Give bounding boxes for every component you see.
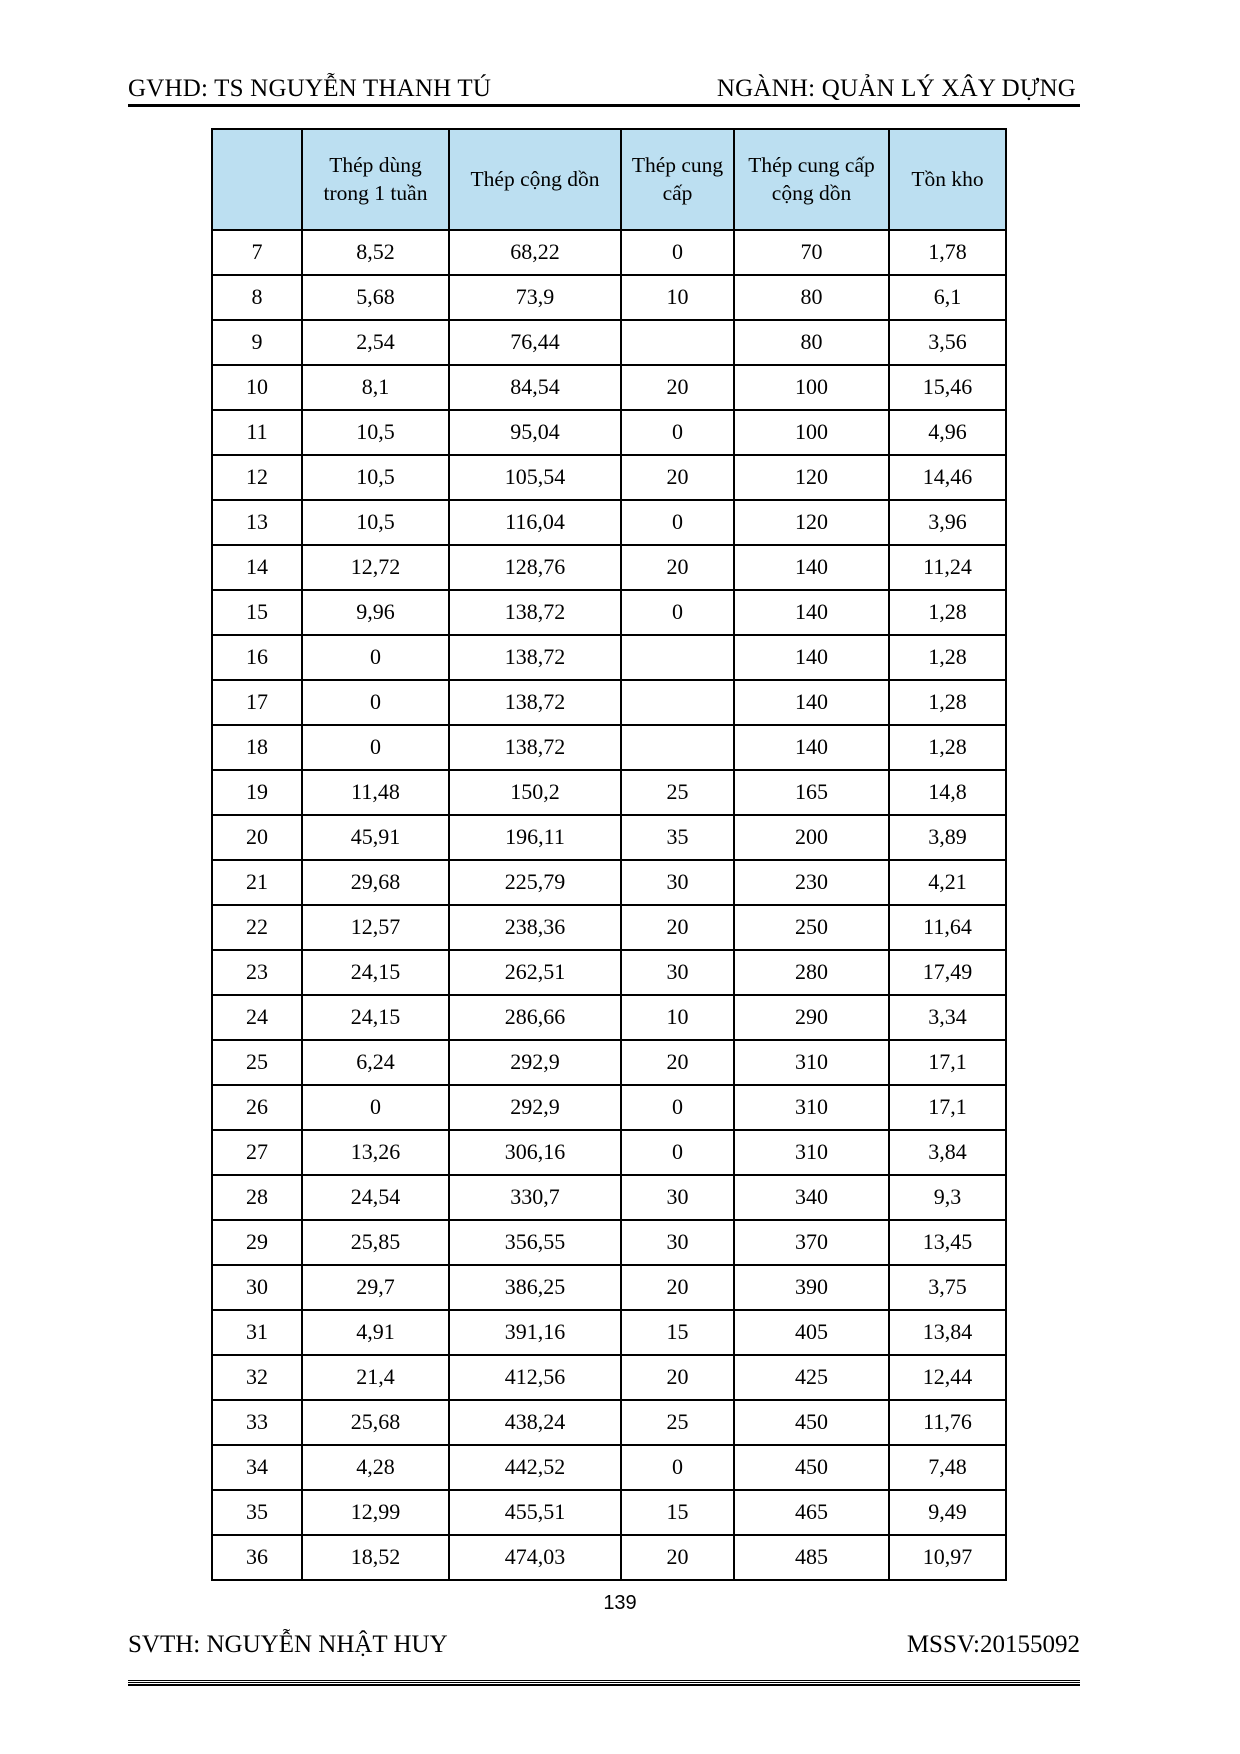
header-major: NGÀNH: QUẢN LÝ XÂY DỰNG xyxy=(716,74,1076,102)
cell-inventory: 3,75 xyxy=(889,1265,1006,1310)
cell-steel-supplied-cumulative: 310 xyxy=(734,1085,889,1130)
cell-steel-supplied: 0 xyxy=(621,1085,734,1130)
cell-steel-supplied: 30 xyxy=(621,860,734,905)
cell-steel-supplied: 0 xyxy=(621,1130,734,1175)
footer-rule xyxy=(128,1684,1080,1686)
cell-steel-cumulative: 474,03 xyxy=(449,1535,621,1580)
table-row xyxy=(212,1130,1006,1175)
cell-steel-supplied-cumulative: 70 xyxy=(734,230,889,275)
cell-steel-used-per-week: 11,48 xyxy=(302,770,449,815)
cell-steel-cumulative: 138,72 xyxy=(449,635,621,680)
cell-steel-used-per-week: 12,99 xyxy=(302,1490,449,1535)
cell-inventory: 1,78 xyxy=(889,230,1006,275)
cell-steel-supplied xyxy=(621,635,734,680)
cell-week: 11 xyxy=(212,410,302,455)
cell-steel-supplied: 35 xyxy=(621,815,734,860)
table-row xyxy=(212,995,1006,1040)
cell-steel-used-per-week: 0 xyxy=(302,635,449,680)
table-row xyxy=(212,1355,1006,1400)
cell-steel-used-per-week: 18,52 xyxy=(302,1535,449,1580)
table-row xyxy=(212,950,1006,995)
cell-week: 35 xyxy=(212,1490,302,1535)
table-row xyxy=(212,905,1006,950)
table-header-row xyxy=(212,129,1006,230)
footer-student-id: MSSV:20155092 xyxy=(906,1631,1080,1658)
cell-steel-supplied: 25 xyxy=(621,770,734,815)
cell-steel-supplied: 25 xyxy=(621,1400,734,1445)
column-header-steel-used-per-week: Thép dùng trong 1 tuần xyxy=(302,129,449,230)
cell-steel-cumulative: 455,51 xyxy=(449,1490,621,1535)
cell-steel-used-per-week: 10,5 xyxy=(302,455,449,500)
cell-steel-supplied-cumulative: 310 xyxy=(734,1130,889,1175)
cell-inventory: 10,97 xyxy=(889,1535,1006,1580)
cell-inventory: 9,49 xyxy=(889,1490,1006,1535)
cell-steel-used-per-week: 21,4 xyxy=(302,1355,449,1400)
cell-inventory: 6,1 xyxy=(889,275,1006,320)
cell-steel-supplied-cumulative: 465 xyxy=(734,1490,889,1535)
cell-steel-used-per-week: 25,68 xyxy=(302,1400,449,1445)
cell-steel-used-per-week: 12,72 xyxy=(302,545,449,590)
table-row xyxy=(212,815,1006,860)
cell-week: 27 xyxy=(212,1130,302,1175)
cell-steel-supplied-cumulative: 450 xyxy=(734,1445,889,1490)
cell-steel-cumulative: 386,25 xyxy=(449,1265,621,1310)
table-row xyxy=(212,1490,1006,1535)
cell-steel-used-per-week: 12,57 xyxy=(302,905,449,950)
cell-inventory: 14,46 xyxy=(889,455,1006,500)
cell-week: 18 xyxy=(212,725,302,770)
cell-steel-cumulative: 292,9 xyxy=(449,1085,621,1130)
steel-schedule-table xyxy=(211,128,1007,1581)
cell-week: 15 xyxy=(212,590,302,635)
cell-steel-supplied: 0 xyxy=(621,500,734,545)
cell-steel-used-per-week: 2,54 xyxy=(302,320,449,365)
cell-steel-cumulative: 391,16 xyxy=(449,1310,621,1355)
table-row xyxy=(212,590,1006,635)
table-row xyxy=(212,1040,1006,1085)
cell-inventory: 15,46 xyxy=(889,365,1006,410)
cell-week: 34 xyxy=(212,1445,302,1490)
cell-inventory: 3,56 xyxy=(889,320,1006,365)
cell-inventory: 1,28 xyxy=(889,725,1006,770)
cell-steel-used-per-week: 6,24 xyxy=(302,1040,449,1085)
cell-steel-cumulative: 196,11 xyxy=(449,815,621,860)
cell-steel-supplied-cumulative: 425 xyxy=(734,1355,889,1400)
cell-steel-supplied-cumulative: 140 xyxy=(734,725,889,770)
cell-steel-cumulative: 150,2 xyxy=(449,770,621,815)
cell-week: 20 xyxy=(212,815,302,860)
cell-steel-supplied: 20 xyxy=(621,1355,734,1400)
cell-week: 8 xyxy=(212,275,302,320)
table-row xyxy=(212,860,1006,905)
table-row xyxy=(212,410,1006,455)
cell-inventory: 17,49 xyxy=(889,950,1006,995)
cell-week: 26 xyxy=(212,1085,302,1130)
cell-inventory: 11,76 xyxy=(889,1400,1006,1445)
cell-inventory: 9,3 xyxy=(889,1175,1006,1220)
cell-week: 29 xyxy=(212,1220,302,1265)
cell-steel-supplied: 0 xyxy=(621,410,734,455)
cell-steel-supplied: 0 xyxy=(621,1445,734,1490)
cell-week: 25 xyxy=(212,1040,302,1085)
table-row xyxy=(212,500,1006,545)
cell-inventory: 1,28 xyxy=(889,680,1006,725)
cell-steel-supplied: 20 xyxy=(621,1265,734,1310)
cell-inventory: 17,1 xyxy=(889,1040,1006,1085)
table-row xyxy=(212,1265,1006,1310)
cell-steel-supplied: 20 xyxy=(621,455,734,500)
cell-steel-supplied: 30 xyxy=(621,1175,734,1220)
cell-inventory: 14,8 xyxy=(889,770,1006,815)
cell-steel-used-per-week: 13,26 xyxy=(302,1130,449,1175)
cell-inventory: 3,34 xyxy=(889,995,1006,1040)
cell-steel-used-per-week: 24,15 xyxy=(302,995,449,1040)
table-row xyxy=(212,545,1006,590)
cell-inventory: 3,84 xyxy=(889,1130,1006,1175)
cell-inventory: 13,45 xyxy=(889,1220,1006,1265)
cell-steel-supplied: 30 xyxy=(621,950,734,995)
cell-steel-supplied-cumulative: 200 xyxy=(734,815,889,860)
table-row xyxy=(212,1175,1006,1220)
cell-steel-cumulative: 262,51 xyxy=(449,950,621,995)
table-row xyxy=(212,1535,1006,1580)
cell-steel-cumulative: 356,55 xyxy=(449,1220,621,1265)
cell-steel-supplied xyxy=(621,320,734,365)
cell-steel-cumulative: 105,54 xyxy=(449,455,621,500)
cell-steel-supplied: 15 xyxy=(621,1490,734,1535)
table-row xyxy=(212,365,1006,410)
cell-steel-supplied: 20 xyxy=(621,1535,734,1580)
cell-steel-cumulative: 286,66 xyxy=(449,995,621,1040)
cell-steel-supplied-cumulative: 140 xyxy=(734,635,889,680)
cell-steel-supplied-cumulative: 120 xyxy=(734,455,889,500)
column-header-steel-supplied: Thép cung cấp xyxy=(621,129,734,230)
cell-week: 19 xyxy=(212,770,302,815)
cell-week: 22 xyxy=(212,905,302,950)
cell-steel-supplied: 30 xyxy=(621,1220,734,1265)
cell-steel-used-per-week: 5,68 xyxy=(302,275,449,320)
cell-steel-used-per-week: 10,5 xyxy=(302,500,449,545)
cell-inventory: 11,64 xyxy=(889,905,1006,950)
table-row xyxy=(212,680,1006,725)
cell-steel-cumulative: 116,04 xyxy=(449,500,621,545)
steel-schedule-table-container xyxy=(211,128,1005,1581)
cell-steel-cumulative: 76,44 xyxy=(449,320,621,365)
cell-steel-cumulative: 438,24 xyxy=(449,1400,621,1445)
cell-steel-supplied: 20 xyxy=(621,545,734,590)
cell-steel-supplied-cumulative: 340 xyxy=(734,1175,889,1220)
cell-week: 32 xyxy=(212,1355,302,1400)
cell-week: 9 xyxy=(212,320,302,365)
cell-week: 28 xyxy=(212,1175,302,1220)
cell-steel-supplied: 0 xyxy=(621,230,734,275)
column-header-steel-cumulative: Thép cộng dồn xyxy=(449,129,621,230)
cell-steel-cumulative: 138,72 xyxy=(449,725,621,770)
footer-student-name: SVTH: NGUYỄN NHẬT HUY xyxy=(128,1631,448,1658)
cell-steel-supplied-cumulative: 140 xyxy=(734,590,889,635)
cell-steel-supplied-cumulative: 310 xyxy=(734,1040,889,1085)
cell-steel-supplied-cumulative: 250 xyxy=(734,905,889,950)
cell-steel-cumulative: 225,79 xyxy=(449,860,621,905)
cell-steel-supplied-cumulative: 485 xyxy=(734,1535,889,1580)
table-row xyxy=(212,1310,1006,1355)
cell-week: 13 xyxy=(212,500,302,545)
cell-steel-supplied: 15 xyxy=(621,1310,734,1355)
column-header-steel-supplied-cumulative: Thép cung cấp cộng dồn xyxy=(734,129,889,230)
table-row xyxy=(212,320,1006,365)
cell-steel-used-per-week: 8,52 xyxy=(302,230,449,275)
cell-week: 10 xyxy=(212,365,302,410)
cell-steel-cumulative: 68,22 xyxy=(449,230,621,275)
cell-week: 17 xyxy=(212,680,302,725)
cell-steel-used-per-week: 10,5 xyxy=(302,410,449,455)
cell-steel-supplied-cumulative: 450 xyxy=(734,1400,889,1445)
cell-steel-supplied-cumulative: 165 xyxy=(734,770,889,815)
column-header-week xyxy=(212,129,302,230)
cell-steel-cumulative: 238,36 xyxy=(449,905,621,950)
cell-steel-cumulative: 128,76 xyxy=(449,545,621,590)
cell-inventory: 11,24 xyxy=(889,545,1006,590)
cell-steel-supplied-cumulative: 140 xyxy=(734,680,889,725)
cell-steel-cumulative: 138,72 xyxy=(449,680,621,725)
cell-week: 24 xyxy=(212,995,302,1040)
cell-steel-supplied: 10 xyxy=(621,275,734,320)
cell-steel-cumulative: 442,52 xyxy=(449,1445,621,1490)
cell-week: 7 xyxy=(212,230,302,275)
cell-steel-supplied: 20 xyxy=(621,1040,734,1085)
cell-steel-used-per-week: 29,7 xyxy=(302,1265,449,1310)
page-header xyxy=(128,56,1080,107)
cell-steel-supplied xyxy=(621,680,734,725)
cell-steel-used-per-week: 4,28 xyxy=(302,1445,449,1490)
table-row xyxy=(212,1085,1006,1130)
cell-steel-used-per-week: 0 xyxy=(302,1085,449,1130)
cell-steel-supplied-cumulative: 290 xyxy=(734,995,889,1040)
cell-steel-used-per-week: 8,1 xyxy=(302,365,449,410)
cell-steel-used-per-week: 45,91 xyxy=(302,815,449,860)
cell-steel-supplied-cumulative: 140 xyxy=(734,545,889,590)
table-row xyxy=(212,725,1006,770)
cell-steel-used-per-week: 9,96 xyxy=(302,590,449,635)
cell-week: 21 xyxy=(212,860,302,905)
cell-inventory: 12,44 xyxy=(889,1355,1006,1400)
cell-steel-supplied-cumulative: 230 xyxy=(734,860,889,905)
cell-week: 33 xyxy=(212,1400,302,1445)
cell-steel-used-per-week: 24,54 xyxy=(302,1175,449,1220)
table-head xyxy=(212,129,1006,230)
cell-steel-cumulative: 306,16 xyxy=(449,1130,621,1175)
table-row xyxy=(212,1220,1006,1265)
column-header-inventory: Tồn kho xyxy=(889,129,1006,230)
cell-week: 36 xyxy=(212,1535,302,1580)
cell-steel-supplied: 0 xyxy=(621,590,734,635)
table-row xyxy=(212,1400,1006,1445)
page-number: 139 xyxy=(603,1592,637,1614)
table-row xyxy=(212,230,1006,275)
cell-steel-cumulative: 73,9 xyxy=(449,275,621,320)
cell-week: 16 xyxy=(212,635,302,680)
cell-inventory: 1,28 xyxy=(889,590,1006,635)
cell-inventory: 7,48 xyxy=(889,1445,1006,1490)
table-row xyxy=(212,455,1006,500)
cell-inventory: 3,89 xyxy=(889,815,1006,860)
cell-steel-supplied-cumulative: 120 xyxy=(734,500,889,545)
cell-steel-supplied: 20 xyxy=(621,365,734,410)
cell-steel-cumulative: 84,54 xyxy=(449,365,621,410)
cell-inventory: 4,96 xyxy=(889,410,1006,455)
cell-steel-supplied-cumulative: 80 xyxy=(734,275,889,320)
cell-inventory: 17,1 xyxy=(889,1085,1006,1130)
cell-steel-supplied xyxy=(621,725,734,770)
table-row xyxy=(212,635,1006,680)
cell-steel-cumulative: 330,7 xyxy=(449,1175,621,1220)
table-row xyxy=(212,1445,1006,1490)
cell-steel-supplied-cumulative: 280 xyxy=(734,950,889,995)
table-row xyxy=(212,275,1006,320)
cell-week: 23 xyxy=(212,950,302,995)
cell-steel-used-per-week: 4,91 xyxy=(302,1310,449,1355)
cell-steel-supplied-cumulative: 370 xyxy=(734,1220,889,1265)
cell-steel-cumulative: 138,72 xyxy=(449,590,621,635)
cell-steel-used-per-week: 29,68 xyxy=(302,860,449,905)
cell-steel-supplied-cumulative: 390 xyxy=(734,1265,889,1310)
cell-steel-used-per-week: 25,85 xyxy=(302,1220,449,1265)
cell-week: 31 xyxy=(212,1310,302,1355)
cell-steel-supplied-cumulative: 100 xyxy=(734,365,889,410)
cell-steel-cumulative: 95,04 xyxy=(449,410,621,455)
cell-steel-used-per-week: 24,15 xyxy=(302,950,449,995)
cell-inventory: 3,96 xyxy=(889,500,1006,545)
cell-steel-cumulative: 292,9 xyxy=(449,1040,621,1085)
cell-steel-supplied-cumulative: 405 xyxy=(734,1310,889,1355)
cell-inventory: 1,28 xyxy=(889,635,1006,680)
cell-steel-used-per-week: 0 xyxy=(302,725,449,770)
page-footer xyxy=(128,1632,1080,1683)
cell-inventory: 13,84 xyxy=(889,1310,1006,1355)
cell-steel-supplied-cumulative: 80 xyxy=(734,320,889,365)
cell-week: 12 xyxy=(212,455,302,500)
cell-inventory: 4,21 xyxy=(889,860,1006,905)
header-supervisor: GVHD: TS NGUYỄN THANH TÚ xyxy=(128,74,492,102)
cell-steel-cumulative: 412,56 xyxy=(449,1355,621,1400)
cell-steel-supplied: 20 xyxy=(621,905,734,950)
table-row xyxy=(212,770,1006,815)
cell-week: 30 xyxy=(212,1265,302,1310)
cell-steel-supplied-cumulative: 100 xyxy=(734,410,889,455)
cell-steel-supplied: 10 xyxy=(621,995,734,1040)
cell-week: 14 xyxy=(212,545,302,590)
table-body xyxy=(212,230,1006,1580)
cell-steel-used-per-week: 0 xyxy=(302,680,449,725)
